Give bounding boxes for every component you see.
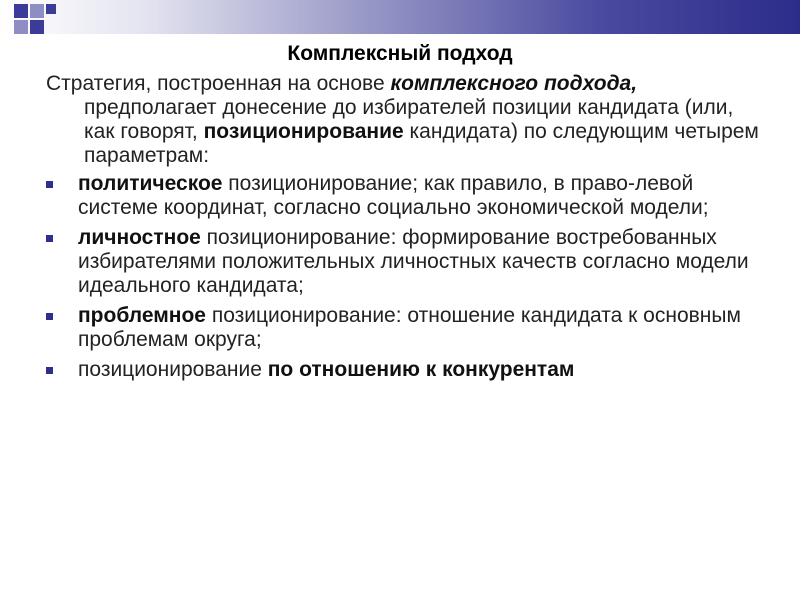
list-item — [46, 358, 766, 382]
list-item — [46, 226, 766, 298]
list-item — [46, 172, 766, 220]
intro-text: предполагает донесение до избирателей позиции кандидата (или, как говорят, — [84, 96, 734, 143]
header-band — [0, 0, 800, 34]
decor-square — [14, 20, 28, 34]
intro-paragraph — [46, 72, 766, 168]
square-bullet-icon — [46, 181, 53, 188]
decor-square — [14, 4, 28, 18]
square-bullet-icon — [46, 235, 53, 242]
intro-bold: позиционирование — [203, 120, 404, 143]
decor-square — [30, 4, 44, 18]
bullet-bold: личностное — [78, 226, 201, 249]
slide-title: Комплексный подход — [287, 42, 513, 65]
square-bullet-icon — [46, 313, 53, 320]
decor-square — [46, 4, 56, 14]
intro-text: кандидата) по следующим четырем параметрам: — [84, 120, 759, 167]
bullet-bold: политическое — [78, 172, 223, 195]
intro-emphasis: комплексного подхода, — [390, 72, 638, 95]
list-item — [46, 304, 766, 352]
decor-square — [30, 20, 44, 34]
bullet-text: позиционирование; как правило, в право-левой системе координат, согласно социально экономической модели; — [78, 172, 709, 219]
intro-text: Стратегия, построенная на основе — [46, 72, 391, 95]
bullet-list — [46, 172, 766, 382]
bullet-bold: проблемное — [78, 304, 206, 327]
slide-body — [46, 72, 766, 388]
bullet-text: позиционирование: формирование востребованных избирателями положительных личностных качеств согласно модели идеального кандидата; — [78, 226, 749, 297]
bullet-text: позиционирование — [78, 358, 268, 381]
bullet-bold: по отношению к конкурентам — [267, 358, 575, 381]
bullet-text: позиционирование: отношение кандидата к основным проблемам округа; — [78, 304, 741, 351]
square-bullet-icon — [46, 367, 53, 374]
